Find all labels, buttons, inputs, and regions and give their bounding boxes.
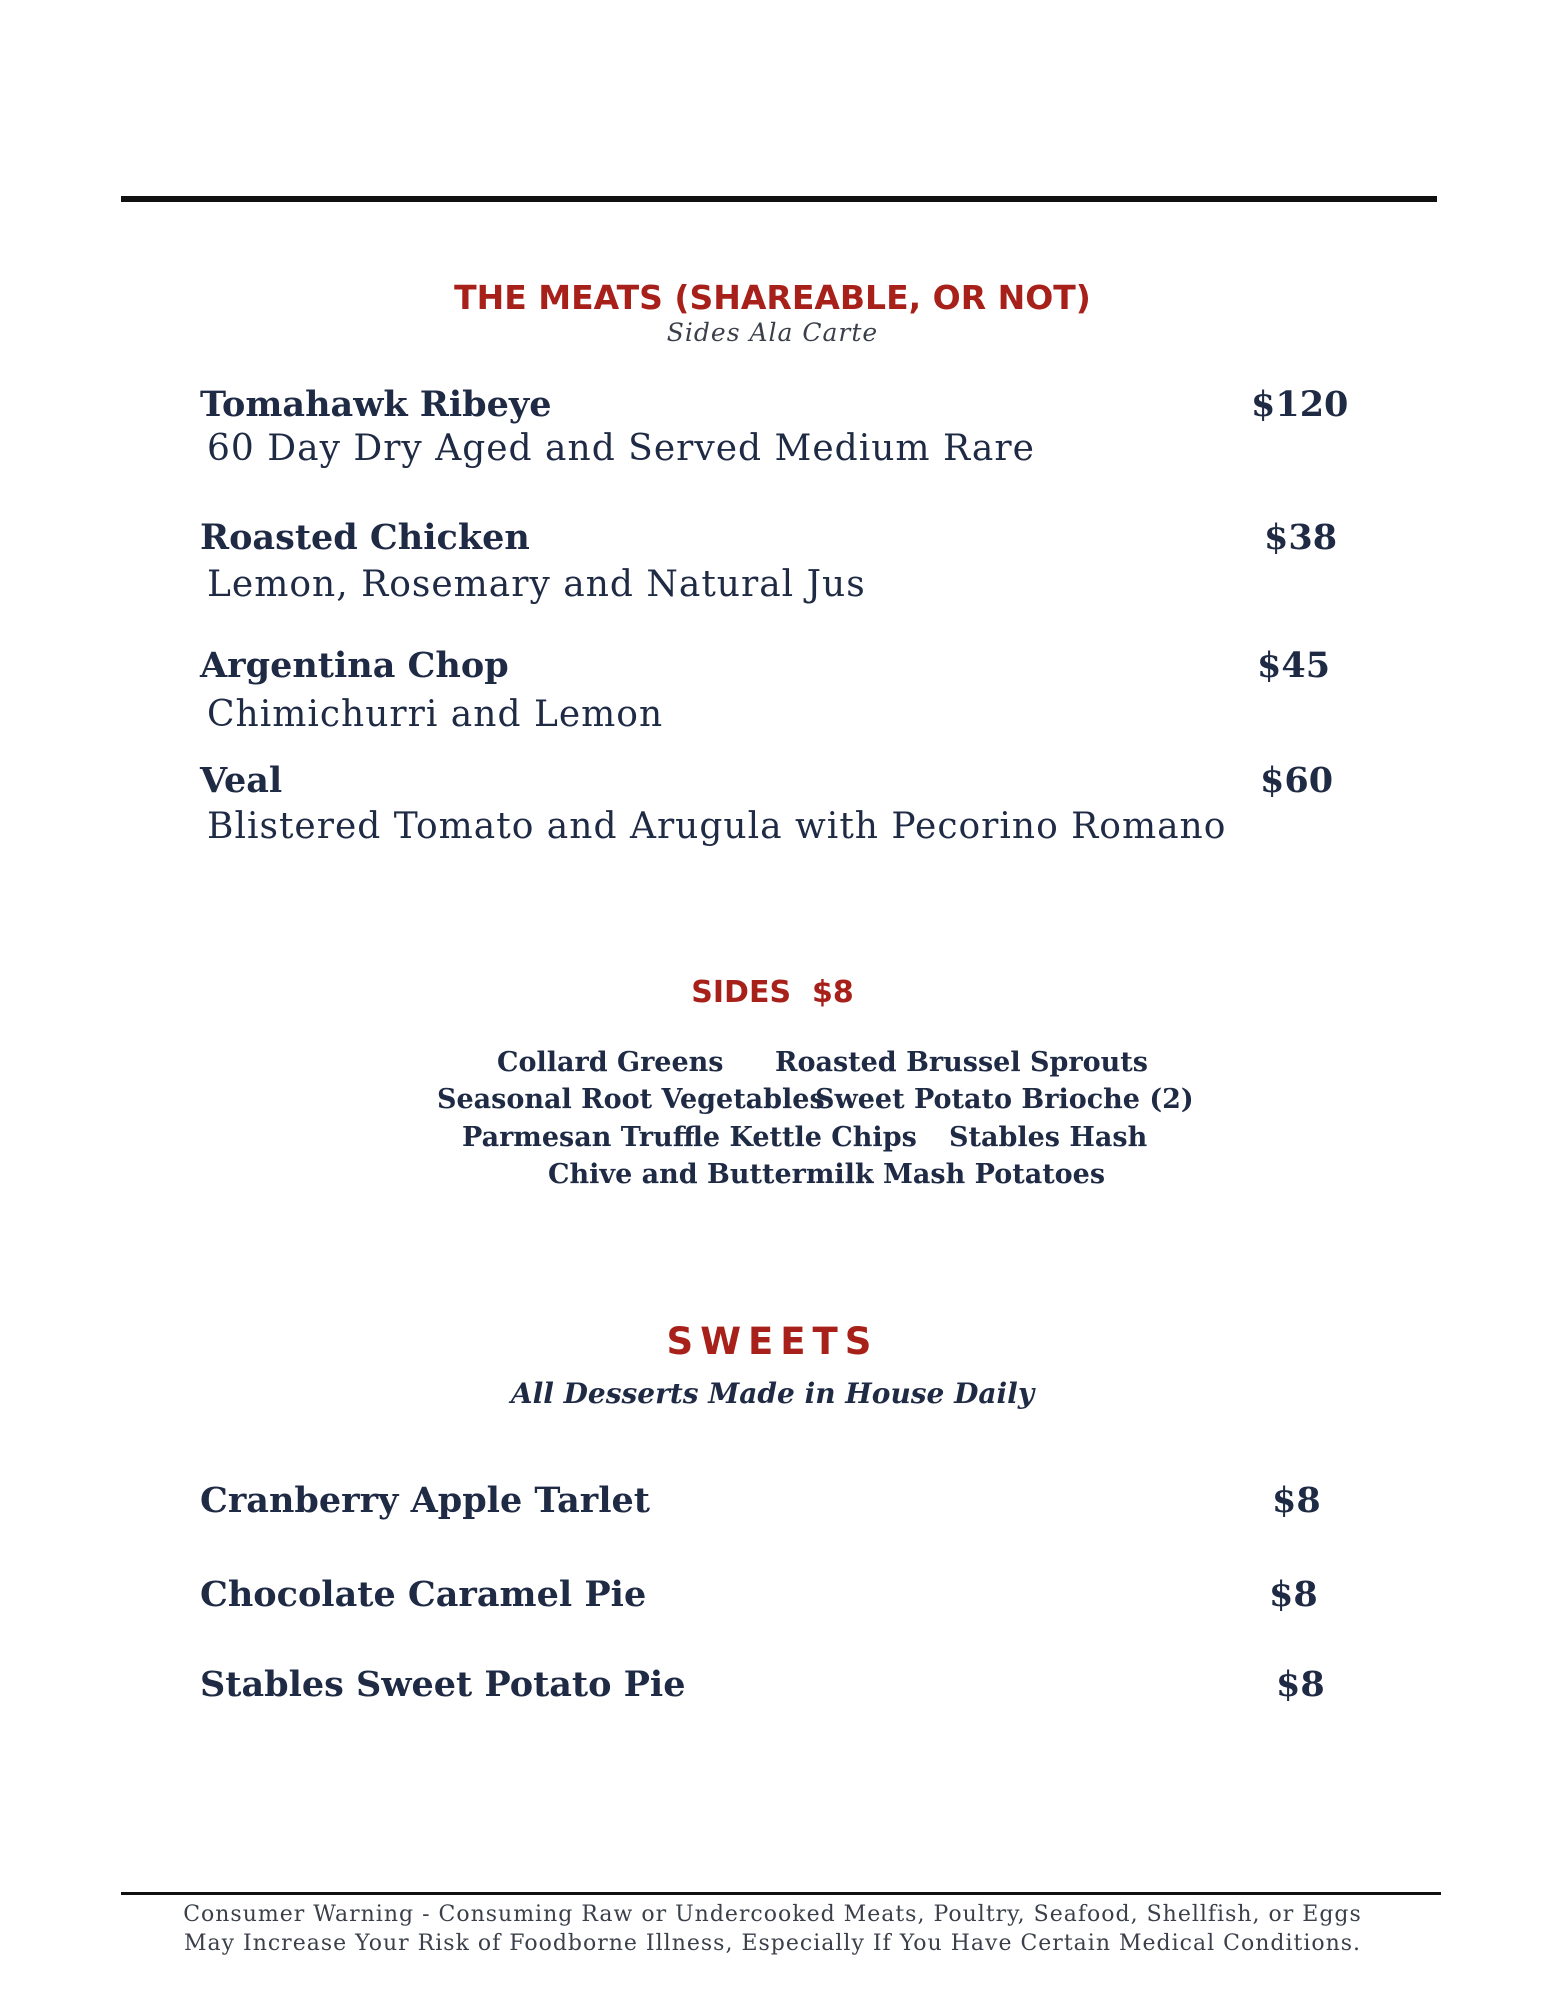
menu-item-name: Tomahawk Ribeye <box>200 384 552 425</box>
menu-item-price: $45 <box>1257 645 1331 686</box>
meats-section-subtitle: Sides Ala Carte <box>666 318 879 347</box>
top-divider <box>121 196 1437 202</box>
side-item: Parmesan Truffle Kettle Chips <box>462 1122 917 1153</box>
side-item: Stables Hash <box>949 1122 1148 1153</box>
dessert-item-name: Chocolate Caramel Pie <box>200 1574 647 1615</box>
menu-item-price: $38 <box>1264 517 1338 558</box>
menu-item-name: Veal <box>200 760 283 801</box>
menu-item-name: Roasted Chicken <box>200 517 530 558</box>
consumer-warning-line-2: May Increase Your Risk of Foodborne Illness, Especially If You Have Certain Medical Conditions. <box>183 1931 1362 1956</box>
menu-item-name: Argentina Chop <box>200 645 509 686</box>
menu-item-description: 60 Day Dry Aged and Served Medium Rare <box>207 428 1035 469</box>
menu-item-description: Lemon, Rosemary and Natural Jus <box>207 564 866 605</box>
menu-item-price: $60 <box>1260 760 1334 801</box>
sweets-section-title: SWEETS <box>666 1320 879 1363</box>
meats-section-title: THE MEATS (SHAREABLE, OR NOT) <box>454 278 1091 317</box>
dessert-item-price: $8 <box>1272 1480 1321 1521</box>
dessert-item-price: $8 <box>1269 1574 1318 1615</box>
menu-item-description: Blistered Tomato and Arugula with Pecorino Romano <box>207 806 1227 847</box>
side-item: Seasonal Root Vegetables <box>437 1084 825 1115</box>
dessert-item-name: Stables Sweet Potato Pie <box>200 1664 686 1705</box>
side-item: Roasted Brussel Sprouts <box>775 1047 1148 1078</box>
dessert-item-price: $8 <box>1276 1664 1325 1705</box>
consumer-warning-line-1: Consumer Warning - Consuming Raw or Undercooked Meats, Poultry, Seafood, Shellfish, or Eggs <box>183 1902 1362 1927</box>
menu-item-price: $120 <box>1251 384 1349 425</box>
bottom-divider <box>121 1892 1441 1895</box>
dessert-item-name: Cranberry Apple Tarlet <box>200 1480 650 1521</box>
menu-item-description: Chimichurri and Lemon <box>207 694 664 735</box>
side-item: Collard Greens <box>497 1047 724 1078</box>
side-item: Sweet Potato Brioche (2) <box>815 1084 1194 1115</box>
sweets-section-subtitle: All Desserts Made in House Daily <box>510 1377 1035 1410</box>
side-item: Chive and Buttermilk Mash Potatoes <box>548 1159 1106 1190</box>
sides-section-title: SIDES $8 <box>691 975 854 1010</box>
